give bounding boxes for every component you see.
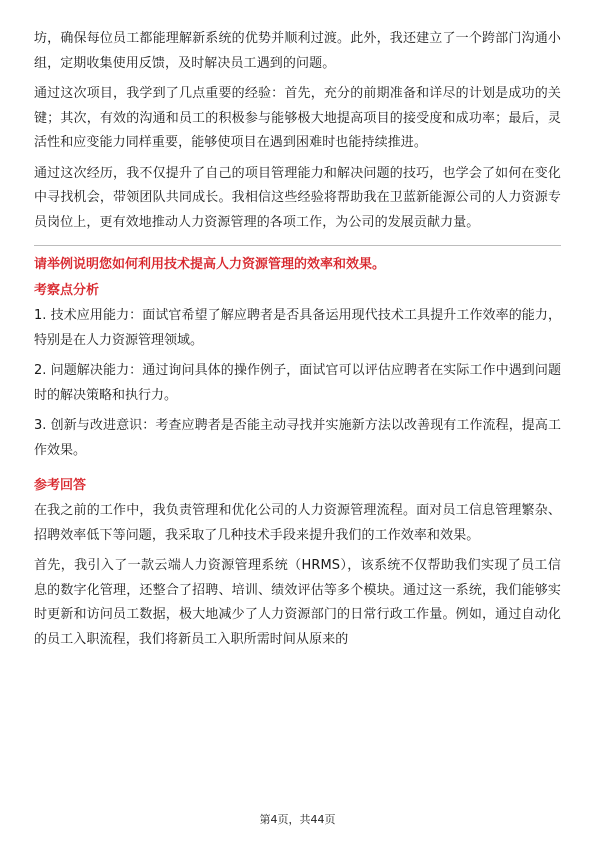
analysis-heading: 考察点分析: [34, 283, 100, 298]
section-divider: [34, 245, 561, 246]
analysis-list: [34, 304, 561, 463]
intro-paragraph: 通过这次经历，我不仅提升了自己的项目管理能力和解决问题的技巧，也学会了如何在变化中寻找机会，带领团队共同成长。我相信这些经验将帮助我在卫蓝新能源公司的人力资源专员岗位上，更有效地推动人力资源管理的各项工作，为公司的发展贡献力量。: [34, 165, 561, 230]
page-footer: [0, 812, 595, 828]
analysis-item: 3. 创新与改进意识：考查应聘者是否能主动寻找并实施新方法以改善现有工作流程，提高工作效果。: [34, 418, 561, 458]
answer-paragraph: 首先，我引入了一款云端人力资源管理系统（HRMS），该系统不仅帮助我们实现了员工信息的数字化管理，还整合了招聘、培训、绩效评估等多个模块。通过这一系统，我们能够实时更新和访问员工数据，极大地减少了人力资源部门的日常行政工作量。例如，通过自动化的员工入职流程，我们将新员工入职所需时间从原来的: [34, 558, 561, 647]
analysis-item: 1. 技术应用能力：面试官希望了解应聘者是否具备运用现代技术工具提升工作效率的能力，特别是在人力资源管理领域。: [34, 308, 561, 348]
interview-question: 请举例说明您如何利用技术提高人力资源管理的效率和效果。: [34, 257, 386, 272]
intro-paragraph: 通过这次项目，我学到了几点重要的经验：首先，充分的前期准备和详尽的计划是成功的关键；其次，有效的沟通和员工的积极参与能够极大地提高项目的接受度和成功率；最后，灵活性和应变能力同样重要，能够使项目在遇到困难时也能持续推进。: [34, 86, 561, 150]
intro-paragraph: 坊，确保每位员工都能理解新系统的优势并顺利过渡。此外，我还建立了一个跨部门沟通小组，定期收集使用反馈，及时解决员工遇到的问题。: [34, 31, 561, 71]
answer-heading: 参考回答: [34, 478, 87, 493]
answer-paragraph: 在我之前的工作中，我负责管理和优化公司的人力资源管理流程。面对员工信息管理繁杂、招聘效率低下等问题，我采取了几种技术手段来提升我们的工作效率和效果。: [34, 503, 561, 543]
page-number-label: 第4页，共44页: [259, 813, 336, 826]
analysis-item: 2. 问题解决能力：通过询问具体的操作例子，面试官可以评估应聘者在实际工作中遇到问题时的解决策略和执行力。: [34, 363, 561, 403]
page-content: [34, 27, 561, 658]
